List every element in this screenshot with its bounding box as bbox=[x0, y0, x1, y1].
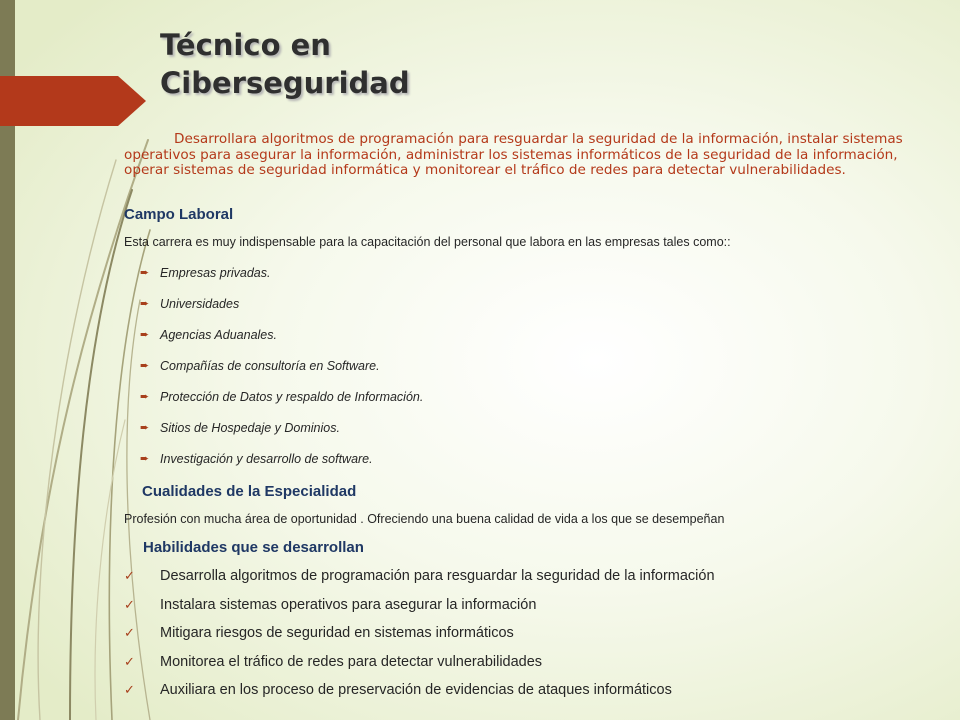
list-item: ✓ Mitigara riesgos de seguridad en sistemas informáticos bbox=[124, 625, 514, 642]
campo-laboral-description: Esta carrera es muy indispensable para la capacitación del personal que labora en las empresas tales como:: bbox=[124, 235, 731, 249]
title-arrow-banner bbox=[0, 76, 146, 126]
list-item: ➨ Agencias Aduanales. bbox=[140, 328, 277, 342]
cualidades-text: Profesión con mucha área de oportunidad . Ofreciendo una buena calidad de vida a los que se desempeñan bbox=[124, 512, 725, 526]
checkmark-icon: ✓ bbox=[124, 653, 135, 669]
list-item: ✓ Instalara sistemas operativos para asegurar la información bbox=[124, 596, 537, 613]
heading-campo-laboral: Campo Laboral bbox=[124, 206, 234, 223]
arrow-bullet-icon: ➨ bbox=[140, 391, 150, 403]
list-item: ✓ Auxiliara en los proceso de preservación de evidencias de ataques informáticos bbox=[124, 682, 672, 699]
arrow-bullet-icon: ➨ bbox=[140, 360, 150, 372]
heading-cualidades: Cualidades de la Especialidad bbox=[142, 483, 357, 500]
title-line-1: Técnico en bbox=[160, 28, 331, 62]
habilidades-list bbox=[124, 567, 715, 710]
list-item: ➨ Investigación y desarrollo de software. bbox=[140, 452, 373, 466]
list-item: ➨ Protección de Datos y respaldo de Información. bbox=[140, 390, 424, 404]
campo-laboral-list bbox=[140, 265, 423, 482]
list-item: ✓ Desarrolla algoritmos de programación para resguardar la seguridad de la información bbox=[124, 568, 715, 584]
slide-title bbox=[160, 26, 410, 102]
list-item: ➨ Empresas privadas. bbox=[140, 266, 271, 280]
arrow-bullet-icon: ➨ bbox=[140, 453, 150, 465]
list-item: ➨ Compañías de consultoría en Software. bbox=[140, 359, 380, 373]
checkmark-icon: ✓ bbox=[124, 596, 135, 612]
arrow-bullet-icon: ➨ bbox=[140, 298, 150, 310]
arrow-bullet-icon: ➨ bbox=[140, 267, 150, 279]
list-item: ➨ Universidades bbox=[140, 297, 240, 311]
arrow-bullet-icon: ➨ bbox=[140, 329, 150, 341]
intro-paragraph: Desarrollara algoritmos de programación para resguardar la seguridad de la información, instalar sistemas operativos para asegurar la información, administrar los sistemas informáticos de la seguridad de la información, operar sistemas de seguridad informática y monitorear el tráfico de redes para detectar vulnerabilidades. bbox=[124, 131, 903, 178]
list-item: ✓ Monitorea el tráfico de redes para detectar vulnerabilidades bbox=[124, 653, 543, 670]
list-item: ➨ Sitios de Hospedaje y Dominios. bbox=[140, 421, 340, 435]
arrow-bullet-icon: ➨ bbox=[140, 422, 150, 434]
checkmark-icon: ✓ bbox=[124, 568, 135, 583]
checkmark-icon: ✓ bbox=[124, 682, 135, 698]
heading-habilidades: Habilidades que se desarrollan bbox=[143, 539, 364, 556]
checkmark-icon: ✓ bbox=[124, 625, 135, 641]
title-line-2: Ciberseguridad bbox=[160, 66, 410, 100]
